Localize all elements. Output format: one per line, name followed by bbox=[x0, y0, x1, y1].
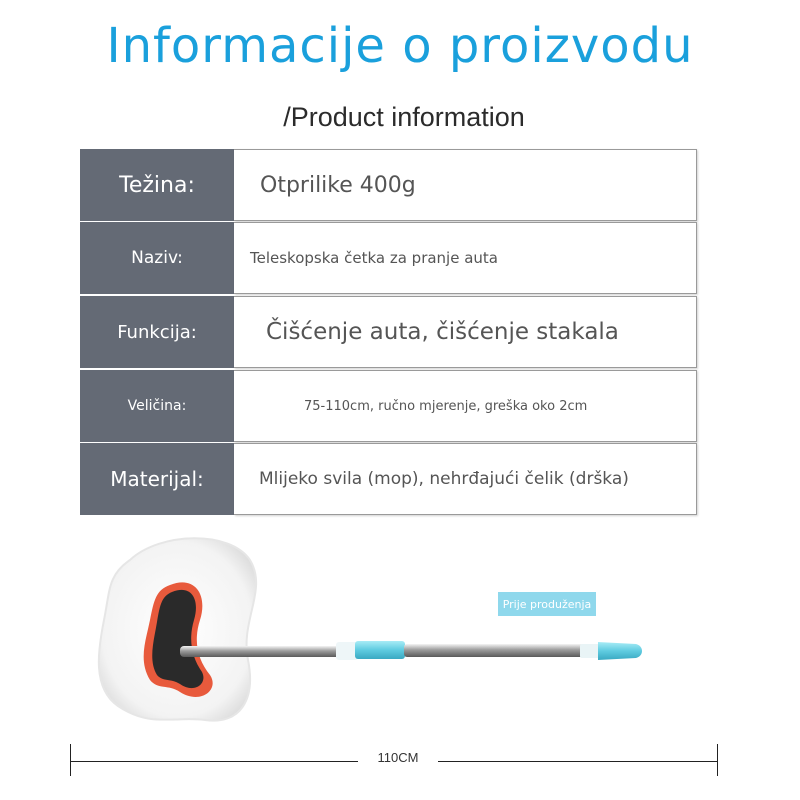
spec-row-weight bbox=[80, 149, 700, 221]
dimension-line-left bbox=[70, 761, 358, 762]
car-wash-brush-image bbox=[0, 525, 800, 725]
spec-value: Mlijeko svila (mop), nehrđajući čelik (drška) bbox=[234, 443, 697, 515]
mop-head bbox=[99, 538, 256, 720]
spec-label: Funkcija: bbox=[80, 296, 234, 368]
spec-label: Naziv: bbox=[80, 222, 234, 294]
spec-row-material bbox=[80, 443, 700, 515]
dimension-line-right bbox=[438, 761, 717, 762]
telescopic-handle bbox=[180, 641, 642, 660]
dimension-tick-left bbox=[70, 744, 71, 776]
spec-value: Otprilike 400g bbox=[234, 149, 697, 221]
spec-row-function bbox=[80, 296, 700, 368]
dimension-tick-right bbox=[717, 744, 718, 776]
spec-label: Materijal: bbox=[80, 443, 234, 515]
spec-label: Veličina: bbox=[80, 370, 234, 442]
spec-row-name bbox=[80, 222, 700, 294]
page-subtitle: /Product information bbox=[283, 102, 525, 132]
spec-value: Čišćenje auta, čišćenje stakala bbox=[234, 296, 697, 368]
badge-before-extension: Prije produženja bbox=[498, 592, 596, 616]
spec-label: Težina: bbox=[80, 149, 234, 221]
spec-value: 75-110cm, ručno mjerenje, greška oko 2cm bbox=[234, 370, 697, 442]
spec-row-size bbox=[80, 370, 700, 442]
page-title: Informacije o proizvodu bbox=[106, 18, 694, 74]
spec-value: Teleskopska četka za pranje auta bbox=[234, 222, 697, 294]
dimension-label: 110CM bbox=[377, 750, 419, 765]
